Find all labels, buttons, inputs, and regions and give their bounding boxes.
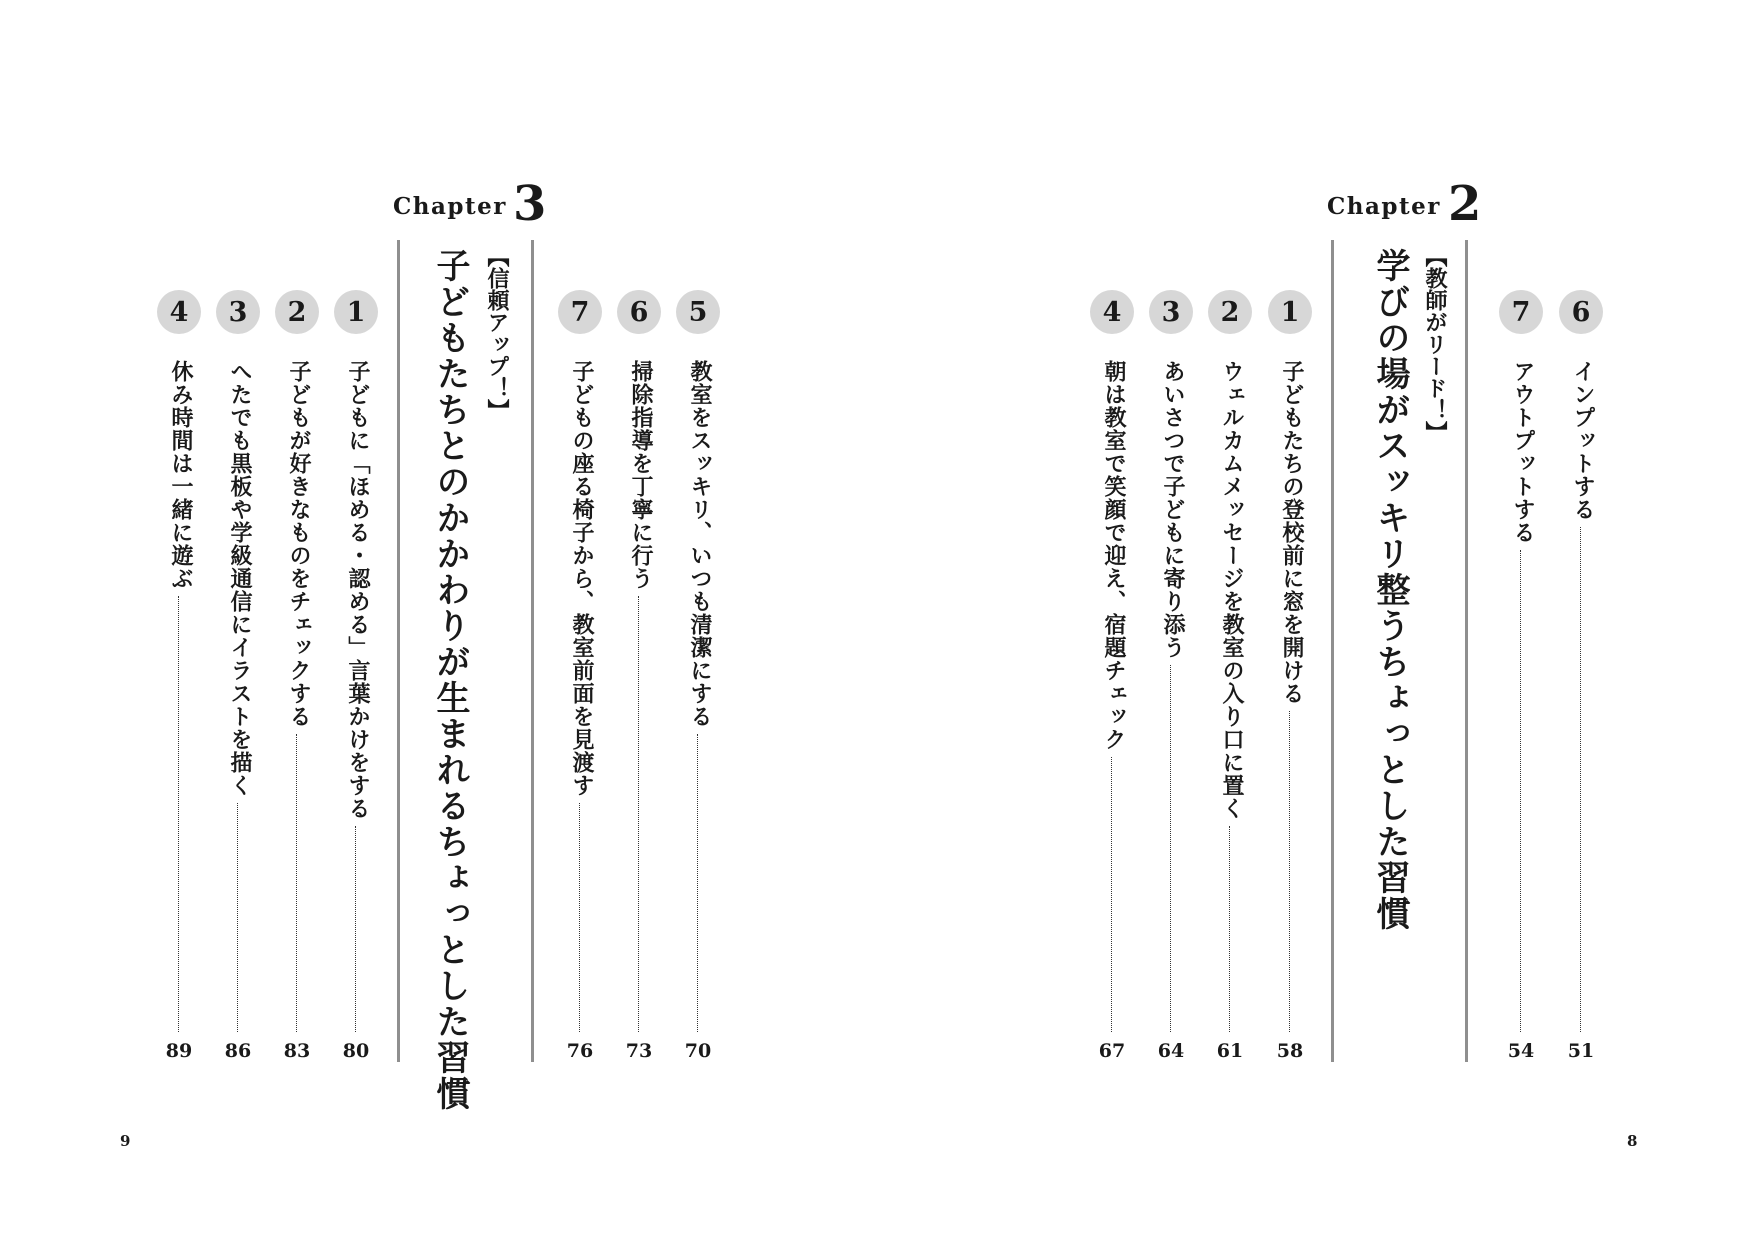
chapter3-entry-page-number[interactable]: 83	[283, 1040, 311, 1062]
chapter2-entry-title[interactable]: 朝は教室で笑顔で迎え、宿題チェック	[1101, 360, 1126, 751]
chapter3-entry-number-circle: 2	[275, 290, 319, 334]
ch3-prev-entry-page-number[interactable]: 76	[566, 1040, 594, 1062]
ch2-prev-entry-title[interactable]: インプットする	[1570, 360, 1595, 521]
chapter2-entry-title[interactable]: 子どもたちの登校前に窓を開ける	[1279, 360, 1304, 705]
chapter3-entry-number-circle: 3	[216, 290, 260, 334]
chapter2-title[interactable]: 学びの場がスッキリ整うちょっとした習慣	[1370, 248, 1410, 932]
chapter2-entry-number-circle: 1	[1268, 290, 1312, 334]
chapter2-entry-page-number[interactable]: 58	[1276, 1040, 1304, 1062]
chapter2-entry-dotted-leader	[1170, 665, 1171, 1032]
chapter3-entry-page-number[interactable]: 89	[165, 1040, 193, 1062]
ch3-prev-entry-number-circle: 7	[558, 290, 602, 334]
chapter3-entry-number-circle: 4	[157, 290, 201, 334]
ch3-prev-entry-dotted-leader	[697, 734, 698, 1032]
chapter3-entry-dotted-leader	[355, 826, 356, 1032]
ch3-prev-entry-title[interactable]: 掃除指導を丁寧に行う	[628, 360, 653, 590]
chapter3-entry-title[interactable]: へたでも黒板や学級通信にイラストを描く	[227, 360, 252, 797]
chapter2-entry-number-circle: 3	[1149, 290, 1193, 334]
ch2-prev-entry-page-number[interactable]: 54	[1507, 1040, 1535, 1062]
ch2-prev-entry-number-circle: 6	[1559, 290, 1603, 334]
ch2-prev-entry-title[interactable]: アウトプットする	[1510, 360, 1535, 544]
chapter3-rule-right	[531, 240, 534, 1062]
chapter2-entry-page-number[interactable]: 67	[1098, 1040, 1126, 1062]
chapter2-entry-dotted-leader	[1229, 826, 1230, 1032]
chapter3-entry-title[interactable]: 子どもが好きなものをチェックする	[286, 360, 311, 728]
ch2-prev-entry-dotted-leader	[1520, 550, 1521, 1032]
ch3-prev-entry-dotted-leader	[638, 596, 639, 1032]
chapter3-entry-number-circle: 1	[334, 290, 378, 334]
page-number-right: 8	[1627, 1132, 1638, 1150]
ch3-prev-entry-number-circle: 6	[617, 290, 661, 334]
chapter3-tag: 【信頼アップ！】	[484, 245, 509, 421]
ch3-prev-entry-page-number[interactable]: 70	[684, 1040, 712, 1062]
chapter2-entry-page-number[interactable]: 64	[1157, 1040, 1185, 1062]
chapter3-label: Chapter	[393, 193, 507, 220]
chapter2-tag: 【教師がリード！】	[1422, 245, 1447, 443]
chapter2-entry-dotted-leader	[1289, 711, 1290, 1032]
chapter3-rule-left	[397, 240, 400, 1062]
chapter3-entry-title[interactable]: 休み時間は一緒に遊ぶ	[168, 360, 193, 590]
chapter2-entry-title[interactable]: ウェルカムメッセージを教室の入り口に置く	[1219, 360, 1244, 820]
ch2-prev-entry-number-circle: 7	[1499, 290, 1543, 334]
ch3-prev-entry-title[interactable]: 子どもの座る椅子から、教室前面を見渡す	[569, 360, 594, 797]
chapter2-rule-right	[1465, 240, 1468, 1062]
ch3-prev-entry-title[interactable]: 教室をスッキリ、いつも清潔にする	[687, 360, 712, 728]
page-number-left: 9	[120, 1132, 131, 1150]
chapter3-entry-page-number[interactable]: 80	[342, 1040, 370, 1062]
chapter2-entry-page-number[interactable]: 61	[1216, 1040, 1244, 1062]
chapter2-entry-number-circle: 2	[1208, 290, 1252, 334]
chapter2-entry-dotted-leader	[1111, 757, 1112, 1032]
ch2-prev-entry-page-number[interactable]: 51	[1567, 1040, 1595, 1062]
ch2-prev-entry-dotted-leader	[1580, 527, 1581, 1032]
chapter3-entry-dotted-leader	[237, 803, 238, 1032]
chapter2-number: 2	[1448, 176, 1482, 232]
ch3-prev-entry-dotted-leader	[579, 803, 580, 1032]
chapter2-entry-title[interactable]: あいさつで子どもに寄り添う	[1160, 360, 1185, 659]
ch3-prev-entry-number-circle: 5	[676, 290, 720, 334]
ch3-prev-entry-page-number[interactable]: 73	[625, 1040, 653, 1062]
chapter2-entry-number-circle: 4	[1090, 290, 1134, 334]
chapter2-label: Chapter	[1327, 193, 1441, 220]
chapter2-rule-left	[1331, 240, 1334, 1062]
chapter3-entry-dotted-leader	[178, 596, 179, 1032]
chapter3-entry-page-number[interactable]: 86	[224, 1040, 252, 1062]
chapter3-entry-title[interactable]: 子どもに「ほめる・認める」言葉かけをする	[345, 360, 370, 820]
chapter3-title[interactable]: 子どもたちとのかかわりが生まれるちょっとした習慣	[430, 248, 470, 1112]
chapter3-entry-dotted-leader	[296, 734, 297, 1032]
chapter3-number: 3	[513, 176, 547, 232]
